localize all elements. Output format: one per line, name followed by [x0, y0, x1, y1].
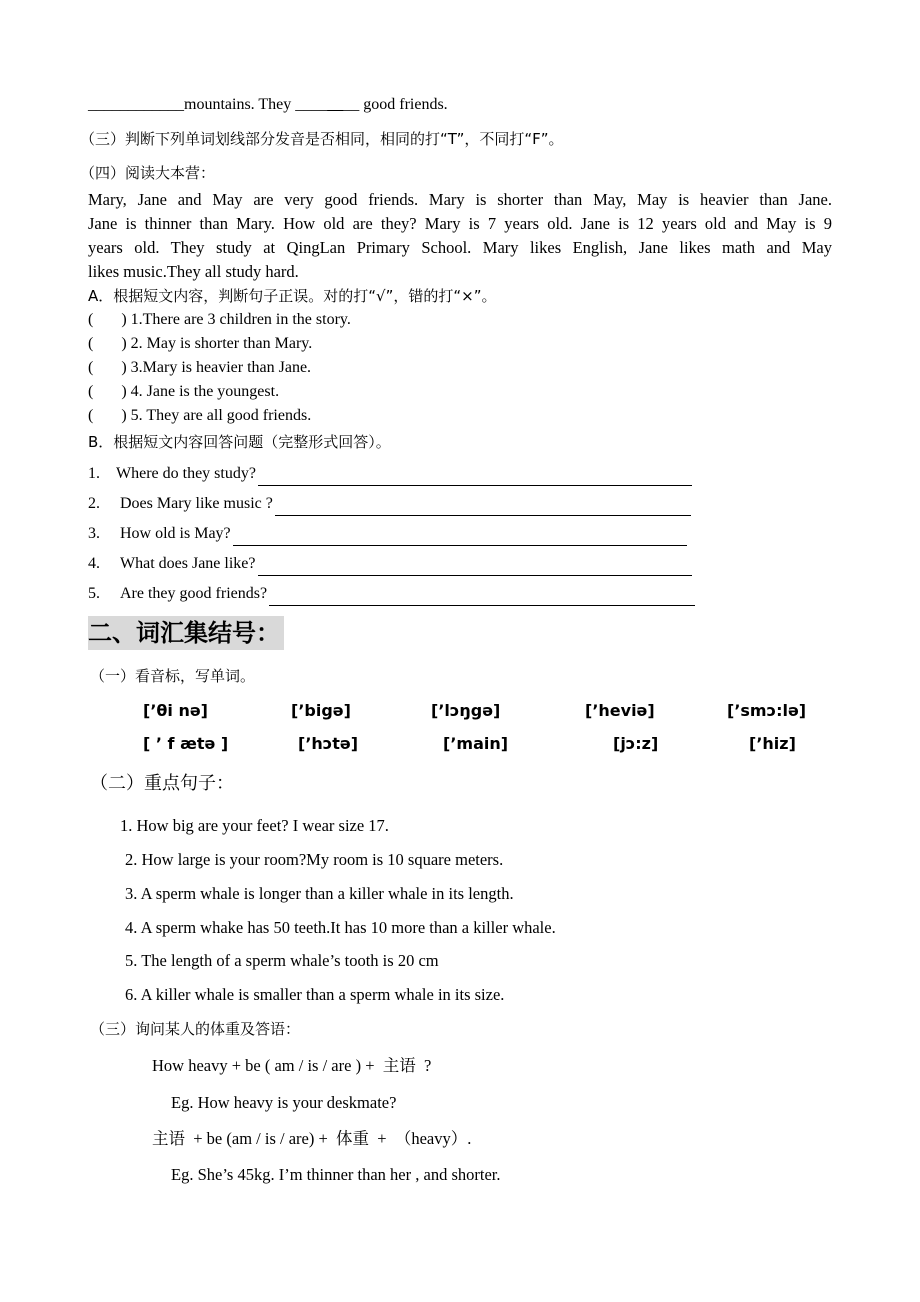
phonetic-item: [jɔ:z]	[613, 734, 659, 753]
blank[interactable]: ____________	[88, 96, 184, 113]
section-three-title: （三）判断下列单词划线部分发音是否相同，相同的打“T”，不同打“F”。	[80, 130, 564, 148]
weight-title: （三）询问某人的体重及答语：	[90, 1020, 301, 1038]
tf-item[interactable]: ( ) 1.There are 3 children in the story.	[88, 311, 351, 328]
blank[interactable]: ____	[295, 96, 328, 113]
passage-line: Jane is thinner than Mary. How old are they? Mary is 7 years old. Jane is 12 years old and May is 9	[88, 214, 832, 233]
key-sentence: 3. A sperm whale is longer than a killer whale in its length.	[125, 884, 514, 903]
tf-item[interactable]: ( ) 5. They are all good friends.	[88, 407, 312, 424]
key-sentence: 6. A killer whale is smaller than a sperm whale in its size.	[125, 985, 505, 1004]
phonetic-item: [’θi nə]	[143, 701, 208, 720]
tf-item[interactable]: ( ) 3.Mary is heavier than Jane.	[88, 359, 312, 376]
phonetic-item: [’heviə]	[585, 701, 655, 720]
answer-blank[interactable]	[258, 557, 692, 576]
weight-example: Eg. How heavy is your deskmate?	[171, 1093, 397, 1112]
tf-item[interactable]: ( ) 4. Jane is the youngest.	[88, 383, 280, 400]
question-number: 2.	[88, 495, 100, 512]
question-row	[88, 492, 691, 516]
phonetic-item: [’bigə]	[291, 701, 351, 720]
question-number: 3.	[88, 525, 100, 542]
weight-pattern: How heavy + be ( am / is / are ) + 主语 ?	[152, 1056, 432, 1075]
question-number: 5.	[88, 585, 100, 602]
question-row	[88, 582, 695, 606]
phonetic-item: [’hiz]	[749, 734, 796, 753]
weight-example: Eg. She’s 45kg. I’m thinner than her , and shorter.	[171, 1165, 501, 1184]
tf-item[interactable]: ( ) 2. May is shorter than Mary.	[88, 335, 313, 352]
key-sentences-title: （二）重点句子：	[90, 773, 234, 794]
phonetic-item: [ ’ f ætə ]	[143, 734, 229, 753]
question-number: 4.	[88, 555, 100, 572]
top-fill-line: ____________mountains. They ________ good friends.	[88, 96, 448, 113]
section-four-title: （四）阅读大本营：	[80, 164, 216, 182]
phonetic-item: [’hɔtə]	[298, 734, 359, 753]
answer-blank[interactable]	[258, 467, 692, 486]
phonetic-item: [’lɔŋgə]	[431, 701, 501, 720]
passage-line: Mary, Jane and May are very good friends. Mary is shorter than May, May is heavier than Jane.	[88, 190, 832, 209]
phonetic-item: [’smɔ:lə]	[727, 701, 807, 720]
key-sentence: 2. How large is your room?My room is 10 square meters.	[125, 850, 504, 869]
question-text: Where do they study?	[116, 465, 256, 482]
question-text: What does Jane like?	[120, 555, 256, 572]
part-a-title: A．根据短文内容，判断句子正误。对的打“√”，错的打“×”。	[88, 287, 497, 305]
question-row	[88, 462, 692, 486]
question-number: 1.	[88, 465, 100, 482]
phonetic-item: [’main]	[443, 734, 509, 753]
vocab-title: （一）看音标，写单词。	[90, 667, 256, 685]
blank[interactable]: __	[327, 96, 344, 113]
weight-pattern: 主语 + be (am / is / are) + 体重 + （heavy）.	[152, 1129, 472, 1148]
answer-blank[interactable]	[269, 587, 695, 606]
key-sentence: 5. The length of a sperm whale’s tooth is 20 cm	[125, 951, 439, 970]
question-row	[88, 522, 687, 546]
question-row	[88, 552, 692, 576]
passage-line: years old. They study at QingLan Primary School. Mary likes English, Jane likes math and May	[88, 238, 832, 257]
key-sentence: 4. A sperm whake has 50 teeth.It has 10 more than a killer whale.	[125, 918, 556, 937]
answer-blank[interactable]	[233, 527, 687, 546]
section-heading-vocabulary: 二、词汇集结号：	[88, 616, 284, 650]
passage-line: likes music.They all study hard.	[88, 262, 299, 281]
answer-blank[interactable]	[275, 497, 691, 516]
part-b-title: B．根据短文内容回答问题（完整形式回答）。	[88, 433, 391, 451]
question-text: Does Mary like music ?	[120, 495, 273, 512]
key-sentence: 1. How big are your feet? I wear size 17.	[120, 816, 389, 835]
question-text: How old is May?	[120, 525, 231, 542]
question-text: Are they good friends?	[120, 585, 268, 602]
blank[interactable]: __	[343, 96, 360, 113]
